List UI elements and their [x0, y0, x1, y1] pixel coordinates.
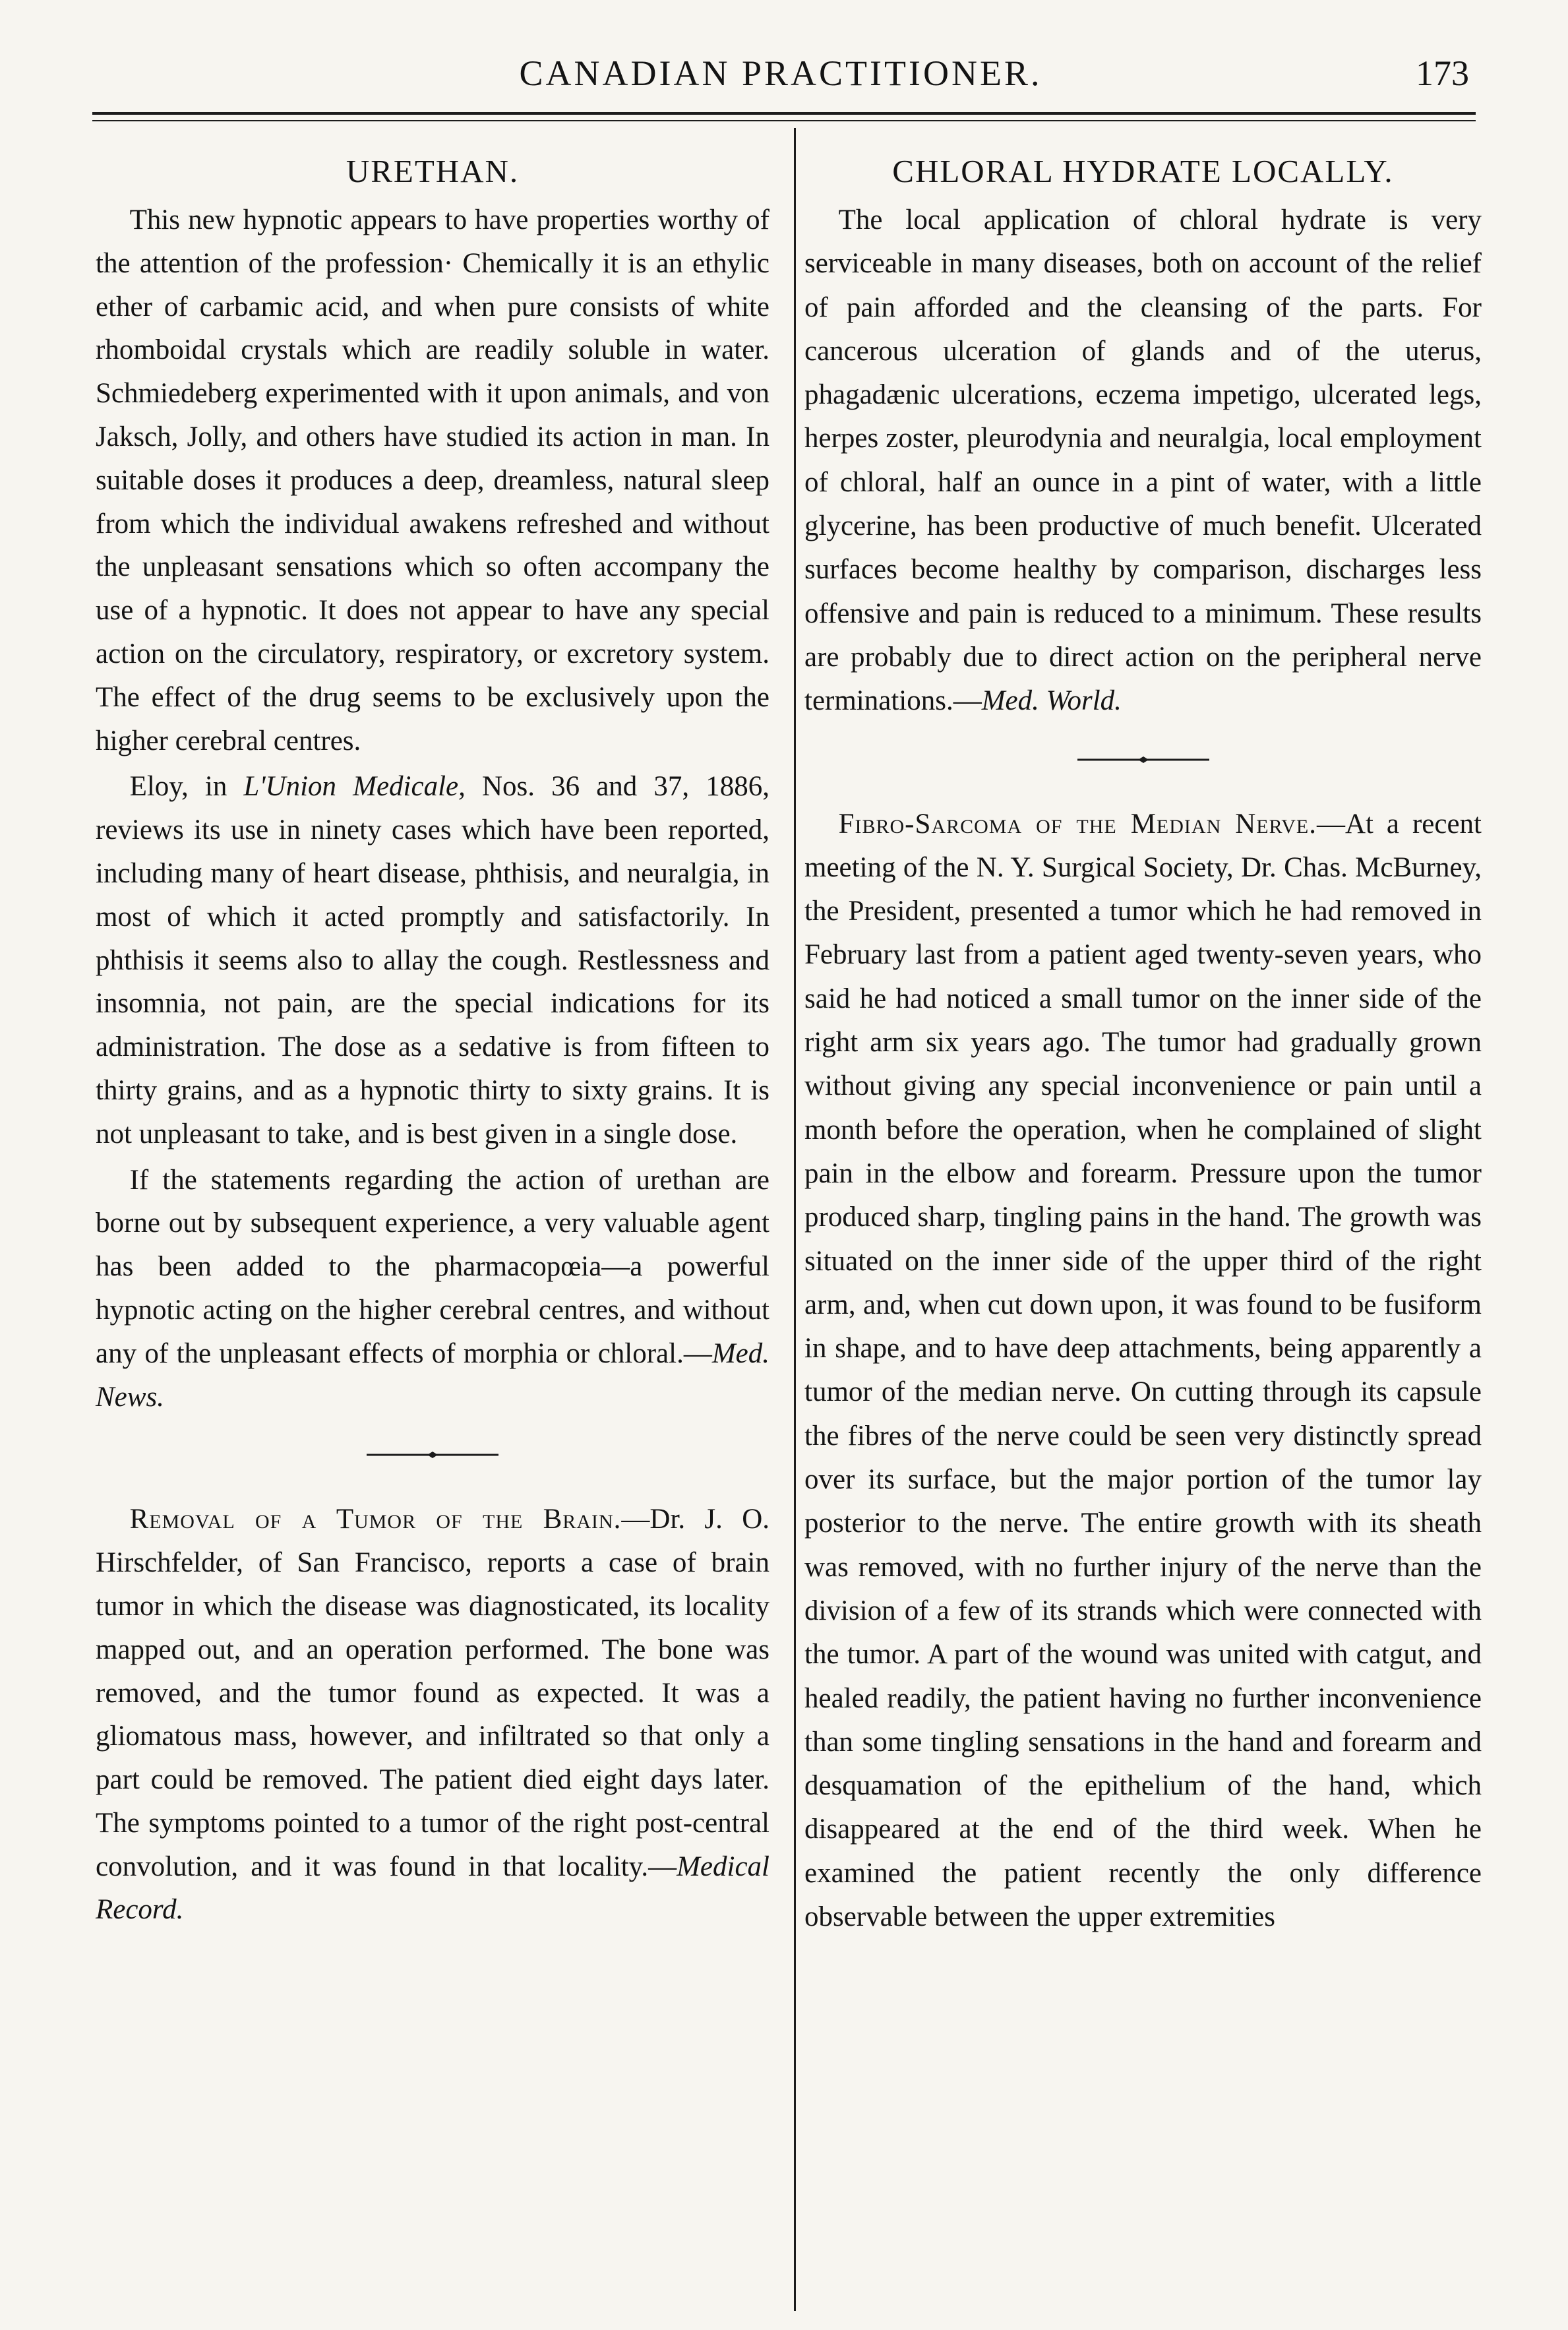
chloral-paragraph: [804, 199, 1482, 723]
urethan-paragraph-3: [96, 1159, 769, 1419]
header-rule-thin: [92, 120, 1476, 121]
column-divider: [794, 128, 796, 2311]
article-title-urethan: URETHAN.: [346, 153, 520, 189]
urethan-paragraph-2: [96, 765, 769, 1155]
journal-title: CANADIAN PRACTITIONER.: [519, 53, 1042, 93]
urethan-p2-text-b: Nos. 36 and 37, 1886, reviews its use in ninety cases which have been reported, including many of heart disease, phthisis, and neuralgia, in most of which it acted promptly and satisfactorily. In phthisis it seems also to allay the cough. Restlessness and insomnia, not pain, are the special indications for its administration. The dose as a sedative is from fifteen to thirty grains, and as a hypnotic thirty to sixty grains. It is not unpleasant to take, and is best given in a single dose.: [96, 771, 769, 1150]
page-number: 173: [1416, 53, 1469, 93]
left-column: [96, 148, 769, 1932]
chloral-source: Med. World.: [981, 685, 1122, 717]
fibro-sarcoma-article: [804, 803, 1482, 1940]
brain-tumor-text: —Dr. J. O. Hirschfelder, of San Francisco, reports a case of brain tumor in which the disease was diagnosticated, its locality mapped out, and an operation performed. The bone was removed, and the tumor found as expected. It was a gliomatous mass, however, and infiltrated so that only a part could be removed. The patient died eight days later. The symptoms pointed to a tumor of the right post-central convolution, and it was found in that locality.—: [96, 1504, 769, 1882]
urethan-p3-text: If the statements regarding the action of urethan are borne out by subsequent experience, a very valuable agent has been added to the pharmacopœia—a powerful hypnotic acting on the higher cerebral centres, and without any of the unpleasant effects of morphia or chloral.—: [96, 1164, 769, 1369]
urethan-paragraph-1: This new hypnotic appears to have properties worthy of the attention of the profession· Chemically it is an ethylic ether of carbamic acid, and when pure consists of white rhomboidal crystals which are readily soluble in water. Schmiedeberg experimented with it upon animals, and von Jaksch, Jolly, and others have studied its action in man. In suitable doses it produces a deep, dreamless, natural sleep from which the individual awakens refreshed and without the unpleasant sensations which so often accompany the use of a hypnotic. It does not appear to have any special action on the circulatory, respiratory, or excretory system. The effect of the drug seems to be exclusively upon the higher cerebral centres.: [96, 204, 769, 756]
section-divider-ornament: [96, 1419, 769, 1498]
fibro-sarcoma-heading: Fibro-Sarcoma of the Median Nerve.: [838, 808, 1317, 840]
running-header: [92, 53, 1469, 106]
right-column: [804, 148, 1482, 1939]
header-rule-thick: [92, 112, 1476, 115]
brain-tumor-heading: Removal of a Tumor of the Brain.: [129, 1504, 622, 1535]
journal-citation: L'Union Medicale,: [243, 771, 466, 803]
urethan-source: Med. News.: [96, 1337, 769, 1413]
brain-tumor-source: Medical Record.: [96, 1851, 769, 1926]
section-divider-ornament: [804, 723, 1482, 803]
article-title-chloral: CHLORAL HYDRATE LOCALLY.: [892, 153, 1394, 189]
brain-tumor-article: [96, 1498, 769, 1932]
fibro-sarcoma-text: —At a recent meeting of the N. Y. Surgical Society, Dr. Chas. McBurney, the President, presented a tumor which he had removed in February last from a patient aged twenty-seven years, who said he had noticed a small tumor on the inner side of the right arm six years ago. The tumor had gradually grown without giving any special inconvenience or pain until a month before the operation, when he complained of slight pain in the elbow and forearm. Pressure upon the tumor produced sharp, tingling pains in the hand. The growth was situated on the inner side of the upper third of the right arm, and, when cut down upon, it was found to be fusiform in shape, and to have deep attachments, being apparently a tumor of the median nerve. On cutting through its capsule the fibres of the nerve could be seen very distinctly spread over its surface, but the major portion of the tumor lay posterior to the nerve. The entire growth with its sheath was removed, with no further injury of the nerve than the division of a few of its strands which were connected with the tumor. A part of the wound was united with catgut, and healed readily, the patient having no further inconvenience than some tingling sensations in the hand and forearm and desquamation of the epithelium of the hand, which disappeared at the end of the third week. When he examined the patient recently the only difference observable between the upper extremities: [804, 808, 1482, 1932]
urethan-p2-text-a: Eloy, in: [129, 771, 227, 803]
chloral-text: The local application of chloral hydrate is very serviceable in many diseases, both on account of the relief of pain afforded and the cleansing of the parts. For cancerous ulceration of glands and of the uterus, phagadænic ulcerations, eczema impetigo, ulcerated legs, herpes zoster, pleurodynia and neuralgia, local employment of chloral, half an ounce in a pint of water, with a little glycerine, has been productive of much benefit. Ulcerated surfaces become healthy by comparison, discharges less offensive and pain is reduced to a minimum. These results are probably due to direct action on the peripheral nerve terminations.—: [804, 204, 1482, 717]
